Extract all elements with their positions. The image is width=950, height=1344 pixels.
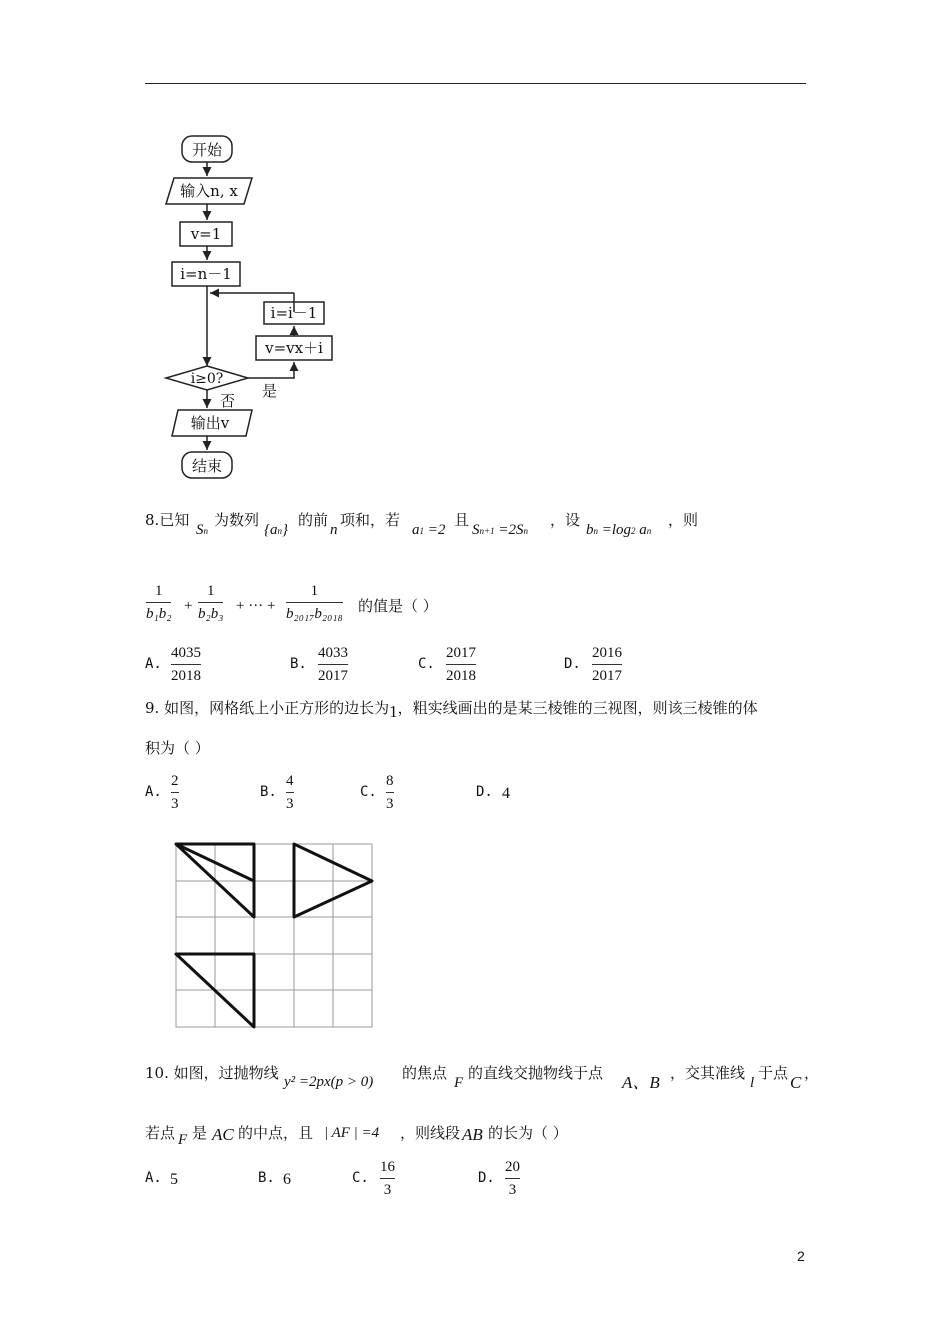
update-v-label: v=vx＋i [265,339,323,357]
q8-n: n [330,522,338,538]
q8-recurrence: Sn+1 =2Sn [472,522,528,538]
page-number: 2 [797,1248,805,1264]
q9-option-d-label: D. [476,784,493,800]
q10-equation: y² =2px(p > 0) [284,1074,374,1090]
q9-option-a-label: A. [145,784,162,800]
output-label: 输出v [190,414,230,432]
init-v-label: v=1 [190,225,222,243]
q10-comma: ， [804,1064,820,1082]
q8-option-c: 2017 2018 [446,645,476,684]
q8-sum-term2: 1 b₂b₃ [198,583,224,622]
q8-text3: 的前 [298,511,329,529]
input-label: 输入n, x [180,182,238,200]
three-view-grid [174,842,376,1030]
q9-option-d: 4 [502,785,510,802]
q10-option-d-label: D. [478,1170,495,1186]
q10-AC: AC [212,1125,234,1144]
q9-option-a: 2 3 [171,773,179,812]
q8-option-a: 4035 2018 [171,645,201,684]
q9-line1: 9. 如图，网格纸上小正方形的边长为1，粗实线画出的是某三棱锥的三视图，则该三棱锥的体 [145,699,758,721]
q8-sum-term3: 1 b₂₀₁₇b₂₀₁₈ [286,583,343,622]
q10-option-c: 16 3 [380,1159,395,1198]
end-label: 结束 [191,457,223,475]
q8-option-c-label: C. [418,656,435,672]
q10-line1d: ，交其准线 [670,1064,746,1082]
q8-bn: bn =log2 an [586,522,652,538]
q10-line2d: ，则线段 [400,1124,461,1142]
q10-option-a-label: A. [145,1170,162,1186]
q10-line1e: 于点 [758,1064,789,1082]
q10-AB2: AB [462,1125,483,1144]
q8-plus: + [184,598,193,614]
q8-line1 [145,510,189,530]
q8-seq: {an} [264,522,288,538]
q10-line2c: 的中点，且 [238,1124,314,1142]
q10-F2: F [178,1132,188,1148]
q8-text4: 项和，若 [340,511,401,529]
q10-option-b: 6 [283,1171,291,1188]
q8-option-d-label: D. [564,656,581,672]
q10-line1b: 的焦点 [402,1064,448,1082]
header-rule [145,83,806,84]
q8-number: 8. [145,511,160,529]
q8-option-a-label: A. [145,656,162,672]
q10-line2e: 的长为（ ） [488,1124,568,1142]
dec-i-label: i=i－1 [270,304,318,322]
q10-AF: | AF | =4 [324,1125,380,1141]
q10-AB: A、B [622,1073,660,1092]
q8-option-b: 4033 2017 [318,645,348,684]
flowchart [160,130,360,490]
q9-option-c-label: C. [360,784,377,800]
q8-sum-term1: 1 b₁b₂ [146,583,172,622]
q10-C: C [790,1073,802,1092]
no-label: 否 [220,392,236,410]
q10-line2a: 若点 [145,1124,176,1142]
q10-option-c-label: C. [352,1170,369,1186]
q10-option-d: 20 3 [505,1159,520,1198]
yes-label: 是 [262,382,278,400]
q8-text2: 为数列 [214,511,260,529]
q10-line1c: 的直线交抛物线于点 [468,1064,604,1082]
q10-option-a: 5 [170,1171,178,1188]
condition-label: i≥0? [190,371,224,387]
q10-F: F [454,1075,464,1091]
q10-line1a: 10. 如图，过抛物线 [145,1064,279,1082]
q10-l: l [750,1075,755,1091]
q8-option-b-label: B. [290,656,307,672]
q8-option-d: 2016 2017 [592,645,622,684]
q9-option-c: 8 3 [386,773,394,812]
q9-option-b-label: B. [260,784,277,800]
q9-option-b: 4 3 [286,773,294,812]
q8-text5: 且 [454,511,470,529]
q10-option-b-label: B. [258,1170,275,1186]
start-label: 开始 [191,141,223,159]
q10-line2b: 是 [192,1124,208,1142]
q8-text7: ，则 [668,511,699,529]
q8-Sn: Sn [196,522,208,538]
init-i-label: i=n－1 [180,265,232,283]
q8-text: 已知 [159,511,190,529]
q8-a1: a1 =2 [412,522,446,538]
q9-line2: 积为（ ） [145,739,210,757]
q8-text6: ，设 [550,511,581,529]
q8-dots: + ··· + [236,598,276,614]
q8-tail: 的值是（ ） [358,597,438,615]
